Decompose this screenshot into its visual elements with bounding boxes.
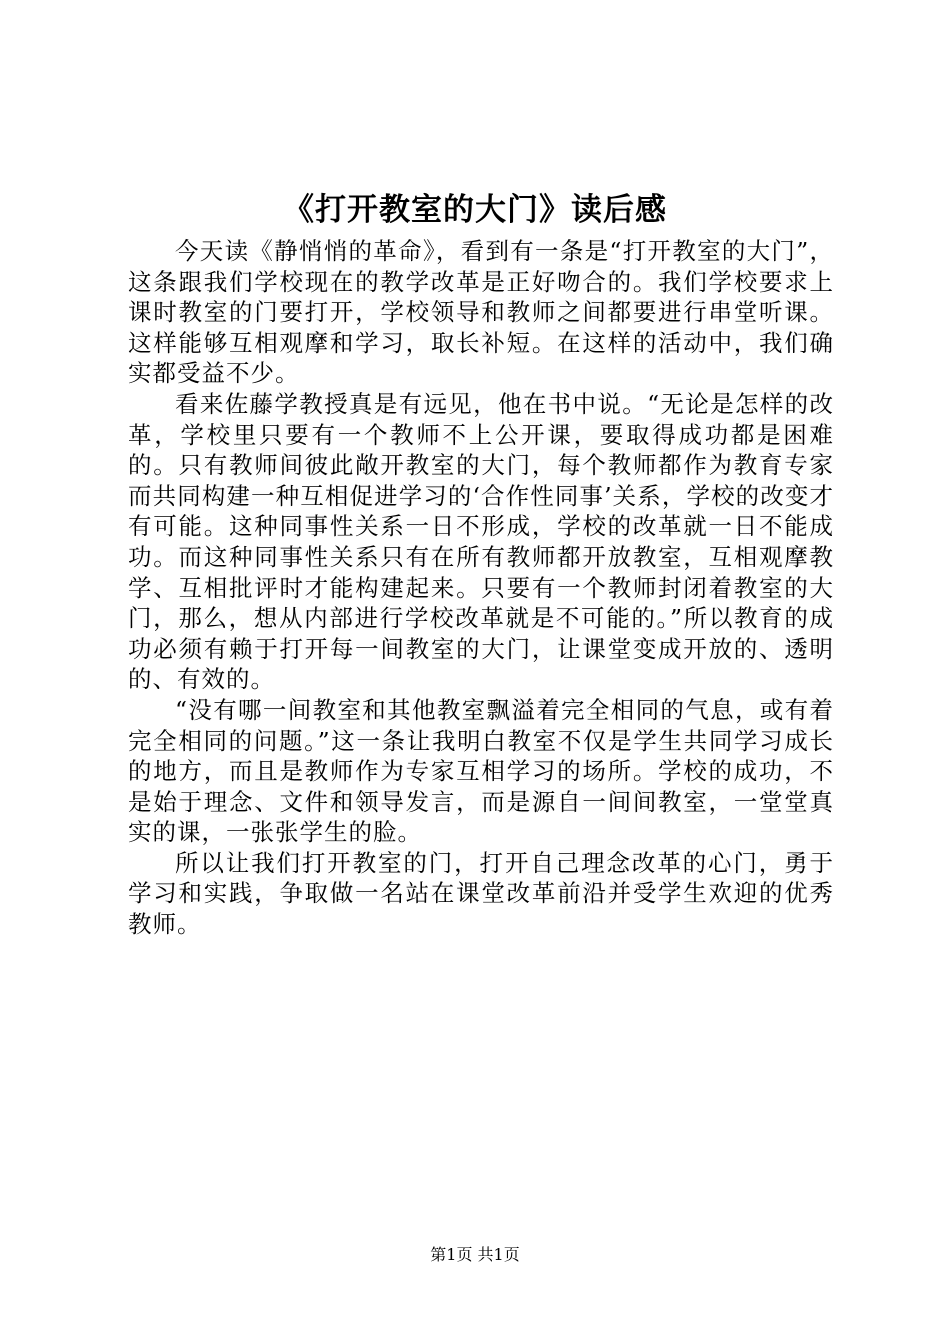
paragraph: 看来佐藤学教授真是有远见，他在书中说。“无论是怎样的改革，学校里只要有一个教师不上公开课，要取得成功都是困难的。只有教师间彼此敞开教室的大门，每个教师都作为教育专家而共同构建一种互相促进学习的‘合作性同事’关系，学校的改变才有可能。这种同事性关系一日不形成，学校的改革就一日不能成功。而这种同事性关系只有在所有教师都开放教室，互相观摩教学、互相批评时才能构建起来。只要有一个教师封闭着教室的大门，那么，想从内部进行学校改革就是不可能的。”所以教育的成功必须有赖于打开每一间教室的大门，让课堂变成开放的、透明的、有效的。	[128, 389, 834, 694]
paragraph: 所以让我们打开教室的门，打开自己理念改革的心门，勇于学习和实践，争取做一名站在课堂改革前沿并受学生欢迎的优秀教师。	[128, 848, 834, 939]
document-title: 《打开教室的大门》读后感	[283, 192, 667, 228]
document-body	[128, 236, 834, 940]
paragraph: 今天读《静悄悄的革命》，看到有一条是“打开教室的大门”，这条跟我们学校现在的教学改革是正好吻合的。我们学校要求上课时教室的门要打开，学校领导和教师之间都要进行串堂听课。这样能够互相观摩和学习，取长补短。在这样的活动中，我们确实都受益不少。	[128, 237, 834, 388]
paragraph: “没有哪一间教室和其他教室飘溢着完全相同的气息，或有着完全相同的问题。”这一条让我明白教室不仅是学生共同学习成长的地方，而且是教师作为专家互相学习的场所。学校的成功，不是始于理念、文件和领导发言，而是源自一间间教室，一堂堂真实的课，一张张学生的脸。	[128, 695, 834, 847]
page-footer: 第1页 共1页	[430, 1245, 520, 1264]
